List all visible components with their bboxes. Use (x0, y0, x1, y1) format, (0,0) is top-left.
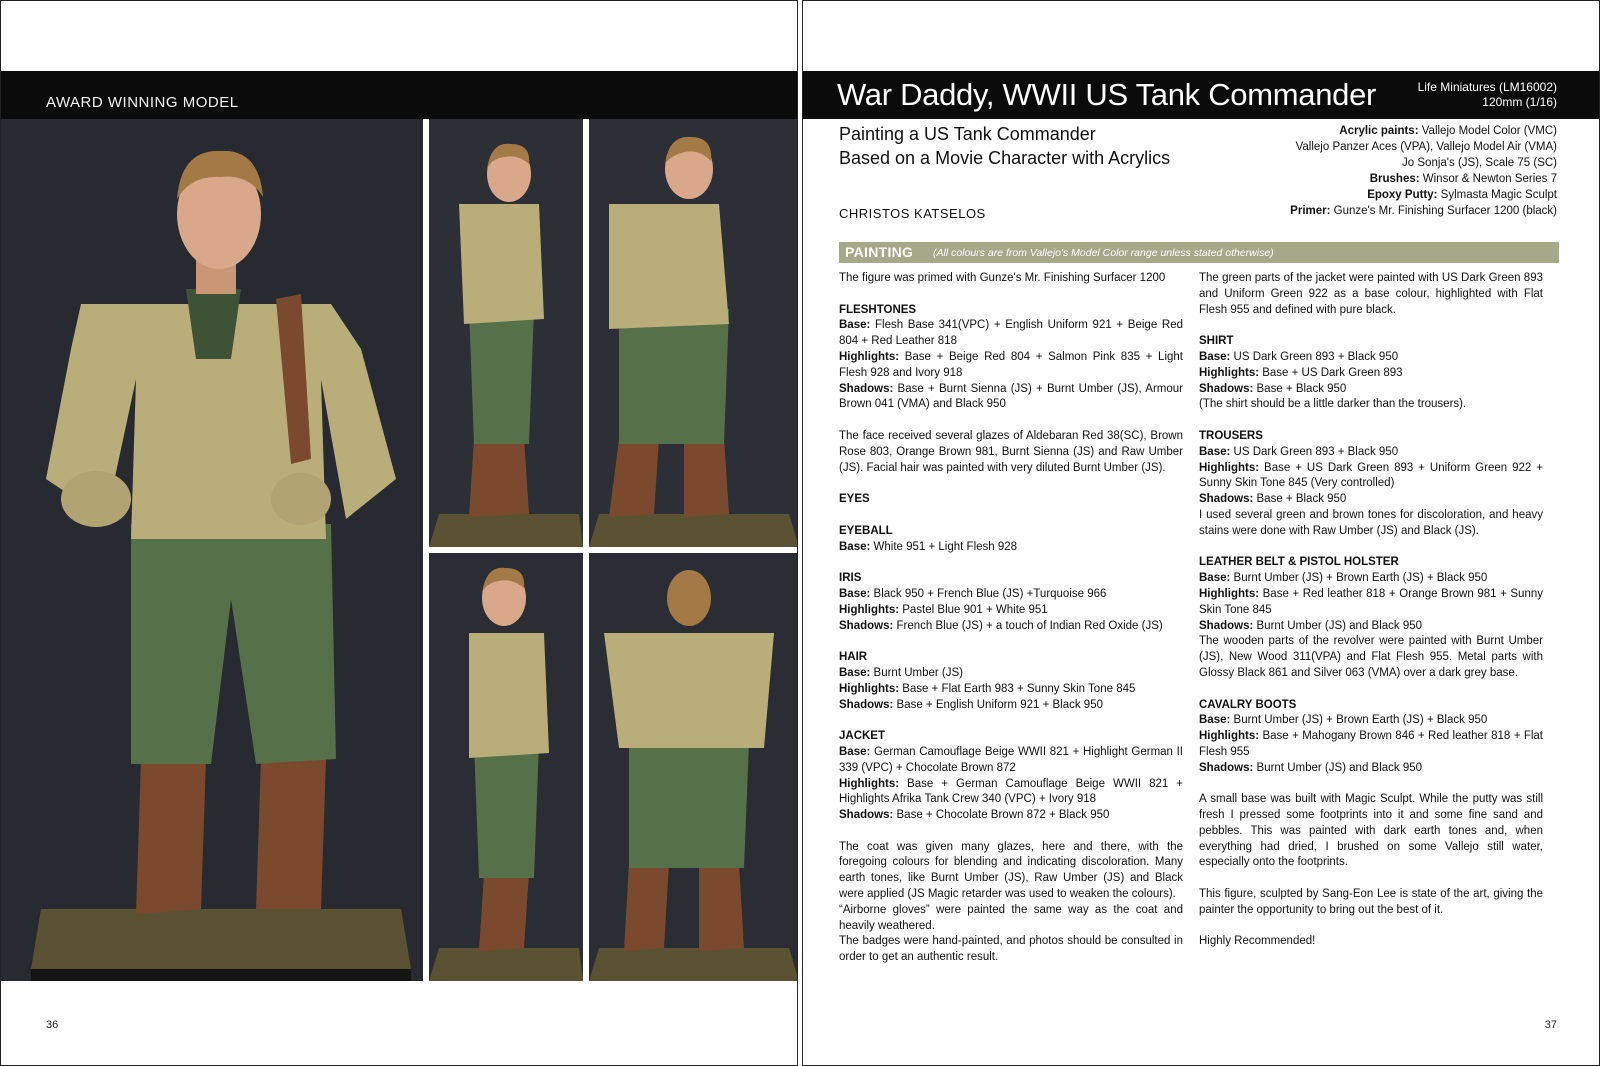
materials-line: Acrylic paints: Vallejo Model Color (VMC) (1339, 125, 1557, 137)
jacket-highlights: Highlights: Base + German Camouflage Beige WWII 821 + Highlights Afrika Tank Crew 340 (VPC) + Ivory 918 (839, 777, 1183, 806)
left-page (0, 0, 798, 1066)
materials-line: Jo Sonja's (JS), Scale 75 (SC) (1402, 157, 1557, 169)
closing-line: Highly Recommended! (1199, 935, 1316, 948)
kit-info (1418, 80, 1557, 110)
figure-front-illustration (1, 119, 423, 981)
trousers-heading: TROUSERS (1199, 429, 1263, 442)
kit-maker: Life Miniatures (LM16002) (1417, 80, 1557, 94)
jacket-base: Base: German Camouflage Beige WWII 821 + Highlight German II 339 (VPC) + Chocolate Brown 872 (839, 745, 1183, 774)
iris-highlights: Highlights: Pastel Blue 901 + White 951 (839, 603, 1048, 616)
trousers-base: Base: US Dark Green 893 + Black 950 (1199, 445, 1399, 458)
painting-section-note: (All colours are from Vallejo's Model Color range unless stated otherwise) (933, 247, 1274, 259)
trousers-note: I used several green and brown tones for discoloration, and heavy stains were done with Raw Umber (JS) and Black (JS). (1199, 508, 1543, 537)
boots-base: Base: Burnt Umber (JS) + Brown Earth (JS) + Black 950 (1199, 714, 1488, 727)
figure-side-photo-1 (429, 119, 583, 547)
iris-shadows: Shadows: French Blue (JS) + a touch of Indian Red Oxide (JS) (839, 619, 1163, 632)
figure-back-illustration (589, 553, 798, 981)
shirt-note: (The shirt should be a little darker than the trousers). (1199, 398, 1467, 411)
iris-heading: IRIS (839, 572, 862, 585)
fleshtones-shadows: Shadows: Base + Burnt Sienna (JS) + Burnt Umber (JS), Armour Brown 041 (VMA) and Black 950 (839, 382, 1183, 411)
figure-side-illustration-1 (429, 119, 583, 547)
shirt-base: Base: US Dark Green 893 + Black 950 (1199, 350, 1399, 363)
materials-list (1290, 123, 1557, 219)
fleshtones-highlights: Highlights: Base + Beige Red 804 + Salmon Pink 835 + Light Flesh 928 and Ivory 918 (839, 350, 1183, 379)
shirt-heading: SHIRT (1199, 335, 1234, 348)
kit-scale: 120mm (1/16) (1482, 95, 1557, 109)
boots-highlights: Highlights: Base + Mahogany Brown 846 + Red leather 818 + Flat Flesh 955 (1199, 730, 1543, 758)
subtitle-line-2: Based on a Movie Character with Acrylics (839, 148, 1171, 168)
badges-paragraph: The badges were hand-painted, and photos should be consulted in order to get an authentic result. (839, 935, 1183, 964)
main-figure-photo (1, 119, 423, 981)
jacket-shadows: Shadows: Base + Chocolate Brown 872 + Black 950 (839, 809, 1110, 822)
intro-paragraph: The figure was primed with Gunze's Mr. Finishing Surfacer 1200 (839, 272, 1166, 284)
boots-shadows: Shadows: Burnt Umber (JS) and Black 950 (1199, 761, 1423, 774)
iris-base: Base: Black 950 + French Blue (JS) +Turquoise 966 (839, 587, 1107, 600)
materials-line: Vallejo Panzer Aces (VPA), Vallejo Model Air (VMA) (1295, 141, 1557, 153)
hair-highlights: Highlights: Base + Flat Earth 983 + Sunny Skin Tone 845 (839, 682, 1136, 695)
author-name: CHRISTOS KATSELOS (839, 206, 986, 221)
article-subtitle (839, 122, 1170, 170)
jacket-heading: JACKET (839, 730, 886, 743)
page-number-left: 36 (46, 1019, 59, 1031)
trousers-shadows: Shadows: Base + Black 950 (1199, 493, 1347, 506)
figure-side-photo-2 (589, 119, 798, 547)
hair-heading: HAIR (839, 651, 868, 664)
hair-shadows: Shadows: Base + English Uniform 921 + Black 950 (839, 698, 1103, 711)
face-glazes-paragraph: The face received several glazes of Aldebaran Red 38(SC), Brown Rose 803, Orange Brown 981, Burnt Sienna (JS) and Raw Umber (JS). Facial hair was painted with very diluted Burnt Umber (JS). (839, 429, 1183, 474)
fleshtones-heading: FLESHTONES (839, 303, 917, 316)
leather-base: Base: Burnt Umber (JS) + Brown Earth (JS) + Black 950 (1199, 572, 1488, 585)
materials-line: Epoxy Putty: Sylmasta Magic Sculpt (1367, 189, 1557, 201)
eyes-heading: EYES (839, 493, 870, 506)
materials-line: Brushes: Winsor & Newton Series 7 (1369, 173, 1557, 185)
figure-side-illustration-2 (589, 119, 798, 547)
leather-note: The wooden parts of the revolver were painted with Burnt Umber (JS), New Wood 311(VPA) and Flat Flesh 955. Metal parts with Glossy Black 861 and Silver 063 (VMA) over a dark grey base. (1199, 635, 1543, 679)
green-parts-paragraph: The green parts of the jacket were painted with US Dark Green 893 and Uniform Green 922 as a base colour, highlighted with Flat Flesh 955 and defined with pure black. (1199, 272, 1543, 316)
base-paragraph: A small base was built with Magic Sculpt. While the putty was still fresh I pressed some footprints into it and some fine sand and pebbles. This was painted with dark earth tones and, when everything had dried, I brushed on some Vallejo still water, especially onto the footprints. (1199, 793, 1543, 869)
right-page (802, 0, 1600, 1066)
text-column-left (839, 271, 1183, 966)
section-label: AWARD WINNING MODEL (46, 94, 239, 111)
leather-shadows: Shadows: Burnt Umber (JS) and Black 950 (1199, 619, 1423, 632)
leather-heading: LEATHER BELT & PISTOL HOLSTER (1199, 556, 1399, 569)
materials-line: Primer: Gunze's Mr. Finishing Surfacer 1200 (black) (1290, 205, 1557, 217)
eyeball-heading: EYEBALL (839, 524, 893, 537)
page-number-right: 37 (1544, 1019, 1557, 1031)
article-title: War Daddy, WWII US Tank Commander (837, 77, 1377, 112)
leather-highlights: Highlights: Base + Red leather 818 + Orange Brown 981 + Sunny Skin Tone 845 (1199, 587, 1543, 616)
eyeball-base: Base: White 951 + Light Flesh 928 (839, 540, 1018, 553)
text-column-right (1199, 271, 1543, 950)
boots-heading: CAVALRY BOOTS (1199, 698, 1297, 711)
shirt-highlights: Highlights: Base + US Dark Green 893 (1199, 366, 1403, 379)
fleshtones-base: Base: Flesh Base 341(VPC) + English Uniform 921 + Beige Red 804 + Red Leather 818 (839, 319, 1183, 348)
figure-side-illustration-3 (429, 553, 583, 981)
gloves-paragraph: “Airborne gloves” were painted the same way as the coat and heavily weathered. (839, 903, 1183, 932)
figure-side-photo-3 (429, 553, 583, 981)
trousers-highlights: Highlights: Base + US Dark Green 893 + Uniform Green 922 + Sunny Skin Tone 845 (Very controlled) (1199, 461, 1543, 490)
subtitle-line-1: Painting a US Tank Commander (839, 124, 1096, 144)
figure-back-photo (589, 553, 798, 981)
coat-paragraph: The coat was given many glazes, here and there, with the foregoing colours for blending and indicating discoloration. Many earth tones, like Burnt Umber (JS), Raw Umber (JS) and Black were applied (JS Magic retarder was used to weaken the colours). (839, 840, 1183, 901)
shirt-shadows: Shadows: Base + Black 950 (1199, 382, 1347, 395)
sculptor-paragraph: This figure, sculpted by Sang-Eon Lee is state of the art, giving the painter the opportunity to bring out the best of it. (1199, 888, 1543, 916)
hair-base: Base: Burnt Umber (JS) (839, 666, 963, 679)
painting-section-title: PAINTING (845, 244, 914, 260)
